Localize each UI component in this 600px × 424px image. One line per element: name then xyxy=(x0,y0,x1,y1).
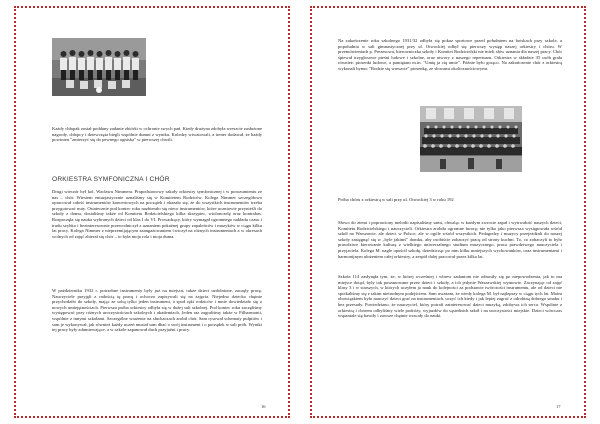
paragraph: W październiku 1932 r. potrzebne instrumenty były już na miejscu, także dzieci uzdolnione, zaczęły pracę. Nauczyciele przyjęli z radością tę pracę i ochoczo zapisywali się na zajęcia. Niejedno dziecko chętnie przychodziło do szkoły, mając ze sobą tylko jeden instrument, a spod ręki rodziców i mnie dowiedziało się o nowych umiejętnościach. Pierwsza próba orkiestry odbyła się w dużej sali szkolnej. Pod koniec roku zaczęliśmy występować przy różnych uroczystościach szkolnych i akademiach. Jeden raz zagraliśmy także w Filharmonii, wspólnie z innymi szkołami. Szczególne wrażenie na słuchaczach zrobił chór. Sam rysował schematy pulpitów i sam je wykonywał, jak również każdy uczeń musiał sam dbać o swój instrument i o porządek w sali prób. Wyniki tej pracy były zdumiewające, a w szkole zapanował duch przyjaźni i pracy. xyxy=(52,288,262,333)
left-page xyxy=(14,6,290,418)
paragraph: Na zakończenie roku szkolnego 1931/32 odbyła się pokaz sportowe przed południem na boiskach przy szkole, a popołudniu w sali gimnastycznej przy ul. Otwockiej odbył się pierwszy występ naszej orkiestry i chóru. W przemówieniach p. Prezesowa, kierowniczka szkoły i Komitet Rodzicielski nie mieli słów uznania dla naszej pracy. Chór śpiewał trzygłosowe pieśni ludowe i szkolne, oraz utwory z naszego repertuaru. Orkiestra w składzie 35 osób grała również: piosenki ludowe, a pamiętam m.in. "Umię ja cię umie". Późnie było gorąco. Na zakończenie chór z orkiestrą wykonali hymn: "Rodzie się wreszcie" piosenkę, ze słowami okolicznościowymi. xyxy=(338,38,562,71)
choir-orchestra-photo xyxy=(420,106,522,172)
right-page xyxy=(310,6,586,418)
paragraph: Drugi wieczór był kol. Wacławu Nimmera. Prapodstawowy szkoły orkiestry symfonicznej i w porozumieniu ze nas – chór. Wiesiem entuzjastycznie uznaliśmy się w Komitetem Rodziców. Kolega Nimmer szczegółowo opracował całość instrumentów koncertowych na początek i okazało się, że do wszystkich instrumentów trzeba przygotować nuty. Ostatecznie pod koniec roku nazbierało się nieco instrumentów, które uczniowie przynieśli do szkoły z domu, dostaliśmy także od Komitetu Rodzicielskiego kilka skrzypiec, wiolonczelę oraz kontrabas. Rozpoczęła się nauka wybranych dzieci od klas I do VI. Prowadzący, który wymagał ogromnego nakładu czasu i trudu szybko i bezinteresownie przewodniczył z uznaniem pokaźnej grupy zapaleńców i muzyków w ciągu kilku lat pracy. Kolega Nimmer z nieprzemijającym zaangażowaniem ćwiczył na różnych instrumentach a w okresach wolnych od zajęć zbierał się chór – to była moja rola i moja duma. xyxy=(52,189,262,239)
page-number: 17 xyxy=(556,404,561,409)
football-team-photo xyxy=(52,38,146,96)
photo-caption: Próba chóru z orkiestrą w sali przy ul. Otwockiej 3 w roku 192 xyxy=(338,197,454,202)
photo-caption: Każdy chłopak został poddany zadanie zbiórki w ochronie swych pań. Kiedy drużyna zdobyła wreszcie zasłużone nagrody, chłopcy i dziewczęta biegli wspólnie dumni z wyniku. Koledzy wiwatowali, a trener dodawał, że każdy powinien "zmierzyć się do pewnego ogniska" w pierwszej chwili. xyxy=(52,126,262,143)
paragraph: Słowo do ziemi i poprawiony melodii napisaliśmy sami, chwaląc w każdym zwrocie zapał i wytrwałość naszych dzieci, Komitetu Rodzicielskiego i nauczycieli. Orkiestra zrobiła ogromne furorę; nie tylko jako pierwsza występowała wśród szkół na Warszawie, ale dzieci w Polsce, ale w ogóle wśród wszystkich. Pedagodzy i muzycy przejeżdżali do naszej szkoły zasięgnąć się w „byle jakimś" domku, aby osobiście zobaczyć pracę od strony kuchni. To, co zobaczyli to było prawdziwe kierowanie kulturą z wielkiego uniwersalnego studium muzycznego, praca prawdziwego nauczyciela i przyjaciela. Kolega M. nagle opuścił szkołę, dziedzicząc po nim kilku mniejszych wychowanków, oraz instrumentami i harmonijnym ułożeniem całej orkiestry, a zespół dalej pracował przez kilka lat. xyxy=(338,220,562,259)
section-heading: ORKIESTRA SYMFONICZNA I CHÓR xyxy=(52,176,170,183)
paragraph: Szkoła 114 zasłynęła tym, że, w której wcześniej i wbrew zadaniom nie odnosiły się po niepowodzenia, jak to ma miejsce dotąd, były tak poszanowane przez dzieci i szkoły, a ich jedynie Waszawskiej wymowie. Zaczynając od zajęć klasy 3 i w starszych, w których uczyłem ja nauk do kolejności za podstawie twórczości instrumentu, ale od dzieci nie spotkaliśmy się z takim nietrudnym podejściem. Sam uważam, że wtedy kolega M. był najlepszy w ciągu tych lat. Moim obowiązkiem było nauczyć dzieci grać na instrumentach, uczyć ich kiedy i jak lepiej zagrać z odrobiną dobrego smaku i bez przesady. Powiedziano, że nauczyciel, który potrafi zainteresować dzieci muzyką, zdobywa ich serca. Wspólnie z orkiestrą i chórem odbyliśmy wiele podróży, wyjazdów do sąsiednich szkół i na uroczystości miejskie. Dzieci wówczas wspaniale się bawiły i zawsze chętnie wracały do nauki. xyxy=(338,274,562,319)
page-number: 16 xyxy=(261,404,266,409)
